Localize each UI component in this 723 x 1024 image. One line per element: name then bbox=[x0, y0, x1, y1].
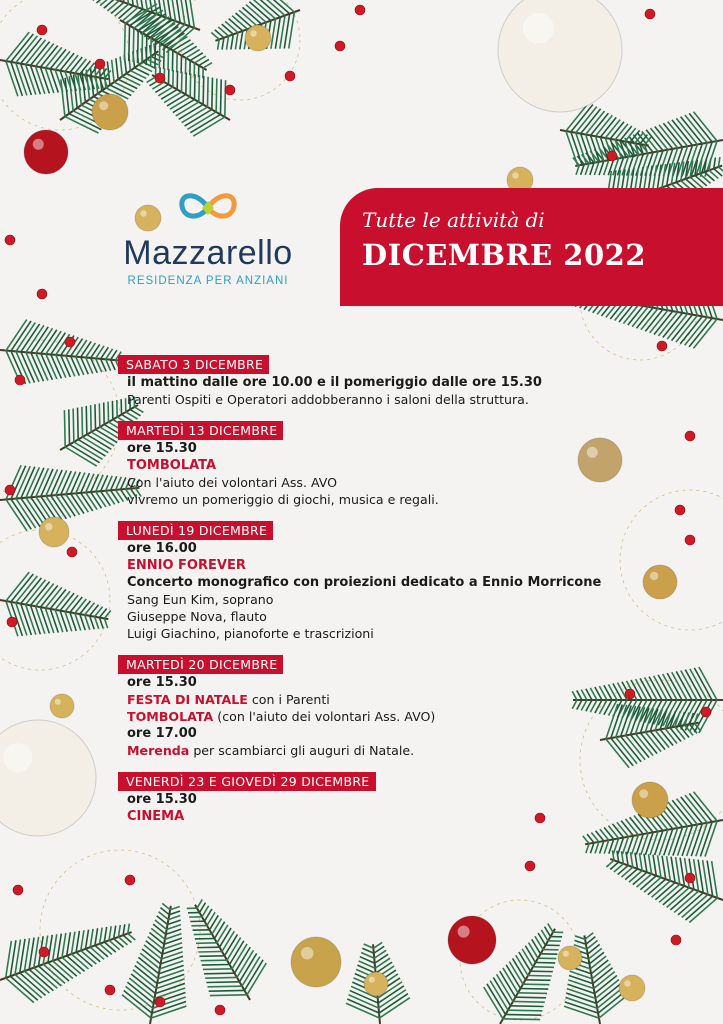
event-line bbox=[118, 742, 638, 759]
event-line: Parenti Ospiti e Operatori addobberanno i saloni della struttura. bbox=[127, 392, 529, 407]
event-line: Concerto monografico con proiezioni dedicato a Ennio Morricone bbox=[127, 575, 602, 590]
event-highlight: FESTA DI NATALE bbox=[127, 692, 248, 707]
red-berry-icon bbox=[155, 73, 165, 83]
event-date-badge: MARTEDÌ 13 DICEMBRE bbox=[118, 421, 283, 440]
red-berry-icon bbox=[671, 935, 681, 945]
bauble-highlight bbox=[458, 926, 470, 938]
event-item bbox=[118, 354, 638, 408]
event-line-text: per scambiarci gli auguri di Natale. bbox=[189, 743, 415, 758]
event-line: il mattino dalle ore 10.00 e il pomeriggio dalle ore 15.30 bbox=[127, 375, 542, 390]
event-line: ore 16.00 bbox=[127, 541, 197, 556]
red-berry-icon bbox=[15, 375, 25, 385]
month-banner bbox=[340, 188, 723, 306]
bauble-highlight bbox=[55, 699, 61, 705]
bauble-highlight bbox=[624, 980, 631, 987]
fir-branch bbox=[0, 901, 144, 1011]
event-date-badge: LUNEDÌ 19 DICEMBRE bbox=[118, 521, 273, 540]
fir-branch bbox=[166, 888, 278, 1017]
event-date-badge: VENERDÌ 23 E GIOVEDÌ 29 DICEMBRE bbox=[118, 772, 376, 791]
event-line: Sang Eun Kim, soprano bbox=[127, 592, 274, 607]
red-berry-icon bbox=[607, 151, 617, 161]
gold-bauble-icon bbox=[291, 937, 341, 987]
bauble-highlight bbox=[33, 139, 44, 150]
events-list bbox=[118, 354, 638, 837]
red-berry-icon bbox=[525, 861, 535, 871]
gold-bauble-icon bbox=[364, 972, 388, 996]
red-berry-icon bbox=[155, 997, 165, 1007]
logo bbox=[118, 186, 298, 287]
event-line: Con l'aiuto dei volontari Ass. AVO bbox=[127, 475, 338, 490]
bauble-highlight bbox=[99, 101, 108, 110]
event-line bbox=[118, 691, 638, 708]
red-berry-icon bbox=[125, 875, 135, 885]
event-line bbox=[118, 708, 638, 725]
red-berry-icon bbox=[5, 235, 15, 245]
bauble-highlight bbox=[523, 13, 554, 44]
gold-bauble-icon bbox=[558, 946, 582, 970]
bauble-highlight bbox=[3, 743, 32, 772]
event-line: ore 15.30 bbox=[127, 792, 197, 807]
red-berry-icon bbox=[65, 337, 75, 347]
event-date-badge: MARTEDÌ 20 DICEMBRE bbox=[118, 655, 283, 674]
red-berry-icon bbox=[685, 431, 695, 441]
red-berry-icon bbox=[335, 41, 345, 51]
event-date-badge: SABATO 3 DICEMBRE bbox=[118, 355, 269, 374]
red-berry-icon bbox=[7, 617, 17, 627]
red-berry-icon bbox=[285, 71, 295, 81]
red-berry-icon bbox=[105, 985, 115, 995]
event-line-text: con i Parenti bbox=[247, 692, 330, 707]
brand-subtitle: RESIDENZA PER ANZIANI bbox=[127, 275, 289, 287]
red-bauble-icon bbox=[24, 130, 68, 174]
red-berry-icon bbox=[5, 485, 15, 495]
mazzarello-logo-icon bbox=[176, 186, 240, 230]
event-line: ore 15.30 bbox=[127, 441, 197, 456]
fir-branch bbox=[552, 929, 631, 1024]
event-line: ENNIO FOREVER bbox=[127, 558, 246, 573]
gold-bauble-icon bbox=[92, 94, 128, 130]
red-berry-icon bbox=[675, 505, 685, 515]
red-berry-icon bbox=[95, 59, 105, 69]
red-bauble-icon bbox=[448, 916, 496, 964]
red-berry-icon bbox=[685, 535, 695, 545]
gold-bauble-icon bbox=[245, 25, 271, 51]
red-berry-icon bbox=[657, 341, 667, 351]
event-line: TOMBOLATA bbox=[127, 458, 217, 473]
event-line: vivremo un pomeriggio di giochi, musica e regali. bbox=[127, 492, 439, 507]
red-berry-icon bbox=[215, 1005, 225, 1015]
event-line: Luigi Giachino, pianoforte e trascrizioni bbox=[127, 626, 374, 641]
bauble-highlight bbox=[45, 523, 53, 531]
banner-title: DICEMBRE 2022 bbox=[362, 238, 647, 272]
event-line-text: (con l'aiuto dei volontari Ass. AVO) bbox=[213, 709, 436, 724]
red-berry-icon bbox=[37, 289, 47, 299]
brand-name: Mazzarello bbox=[123, 234, 293, 272]
red-berry-icon bbox=[13, 885, 23, 895]
red-berry-icon bbox=[701, 707, 711, 717]
gold-bauble-icon bbox=[39, 517, 69, 547]
red-berry-icon bbox=[355, 5, 365, 15]
bauble-highlight bbox=[512, 172, 519, 179]
gold-bauble-icon bbox=[643, 565, 677, 599]
event-line: CINEMA bbox=[127, 809, 185, 824]
red-berry-icon bbox=[645, 9, 655, 19]
event-item bbox=[118, 654, 638, 759]
event-line: ore 15.30 bbox=[127, 675, 197, 690]
red-berry-icon bbox=[225, 85, 235, 95]
bauble-highlight bbox=[650, 572, 659, 581]
white-bauble-icon bbox=[498, 0, 622, 112]
fir-branch bbox=[0, 568, 115, 651]
event-item bbox=[118, 420, 638, 508]
bauble-highlight bbox=[563, 951, 569, 957]
gold-wire bbox=[0, 530, 110, 670]
bauble-highlight bbox=[301, 947, 314, 960]
event-highlight: TOMBOLATA bbox=[127, 709, 214, 724]
red-berry-icon bbox=[67, 547, 77, 557]
red-berry-icon bbox=[39, 947, 49, 957]
bauble-highlight bbox=[639, 789, 648, 798]
red-berry-icon bbox=[37, 25, 47, 35]
event-item bbox=[118, 771, 638, 825]
red-berry-icon bbox=[685, 873, 695, 883]
gold-bauble-icon bbox=[619, 975, 645, 1001]
event-item bbox=[118, 520, 638, 642]
banner-subtitle: Tutte le attività di bbox=[362, 208, 545, 232]
event-highlight: Merenda bbox=[127, 743, 190, 758]
event-line: ore 17.00 bbox=[127, 726, 197, 741]
bauble-highlight bbox=[250, 30, 257, 37]
bauble-highlight bbox=[369, 977, 375, 983]
event-line: Giuseppe Nova, flauto bbox=[127, 609, 267, 624]
gold-bauble-icon bbox=[50, 694, 74, 718]
white-bauble-icon bbox=[0, 720, 96, 836]
